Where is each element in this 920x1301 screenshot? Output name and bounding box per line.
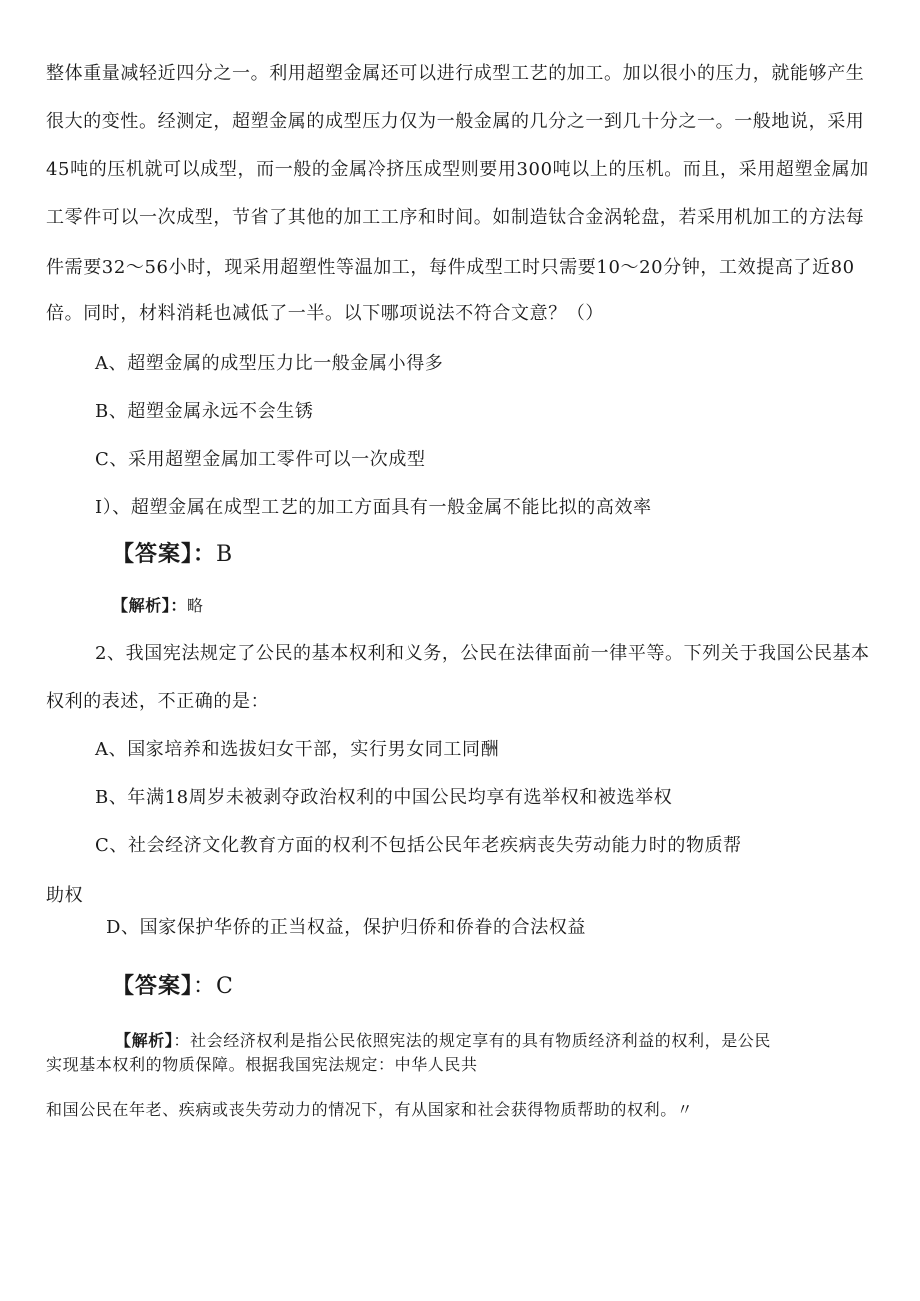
q1-analysis <box>112 594 204 618</box>
q2-option-a: A、国家培养和选拔妇女干部，实行男女同工同酬 <box>95 739 500 760</box>
q2-analysis-line: 和国公民在年老、疾病或丧失劳动力的情况下，有从国家和社会获得物质帮助的权利。〃 <box>46 1100 694 1119</box>
q2-option-c-continued: 助权 <box>46 885 84 906</box>
q2-analysis-line: 实现基本权利的物质保障。根据我国宪法规定：中华人民共 <box>46 1055 478 1074</box>
q2-answer-value: ：C <box>193 974 234 999</box>
q1-stem-line: 很大的变性。经测定，超塑金属的成型压力仅为一般金属的几分之一到几十分之一。一般地说，采用 <box>46 111 865 132</box>
q1-stem-line: 45吨的压机就可以成型，而一般的金属冷挤压成型则要用300吨以上的压机。而且，采用超塑金属加 <box>46 159 869 180</box>
q1-answer <box>112 542 233 567</box>
q1-stem-line: 工零件可以一次成型，节省了其他的加工工序和时间。如制造钛合金涡轮盘，若采用机加工的方法每 <box>46 207 865 228</box>
q1-option-b: B、超塑金属永远不会生锈 <box>95 401 314 422</box>
q1-stem-line: 倍。同时，材料消耗也减低了一半。以下哪项说法不符合文意？（） <box>46 303 604 324</box>
q2-stem-line: 2、我国宪法规定了公民的基本权利和义务，公民在法律面前一律平等。下列关于我国公民基本 <box>95 643 870 664</box>
q2-analysis-label: 【解析】 <box>115 1031 174 1050</box>
q1-answer-value: B <box>216 542 234 567</box>
q1-stem-line: 整体重量减轻近四分之一。利用超塑金属还可以进行成型工艺的加工。加以很小的压力，就能够产生 <box>46 63 865 84</box>
q1-stem-line: 件需要32〜56小时，现采用超塑性等温加工，每件成型工时只需要10〜20分钟，工效提高了近80 <box>46 257 855 278</box>
q1-answer-label: 【答案】： <box>112 541 217 567</box>
q1-option-c: C、采用超塑金属加工零件可以一次成型 <box>95 449 426 470</box>
q2-option-c: C、社会经济文化教育方面的权利不包括公民年老疾病丧失劳动能力时的物质帮 <box>95 835 742 856</box>
q2-answer <box>112 974 234 999</box>
q2-analysis-line <box>115 1029 771 1053</box>
q2-answer-label: 【答案】 <box>112 973 194 999</box>
q2-option-d: D、国家保护华侨的正当权益，保护归侨和侨眷的合法权益 <box>106 917 587 938</box>
q1-analysis-text: 略 <box>187 596 204 615</box>
q2-analysis-text: ：社会经济权利是指公民依照宪法的规定享有的具有物质经济利益的权利，是公民 <box>173 1031 772 1050</box>
q1-option-a: A、超塑金属的成型压力比一般金属小得多 <box>95 353 444 374</box>
q2-option-b: B、年满18周岁未被剥夺政治权利的中国公民均享有选举权和被选举权 <box>95 787 673 808</box>
q2-stem-line: 权利的表述，不正确的是： <box>46 691 270 712</box>
q1-analysis-label: 【解析】： <box>112 596 188 615</box>
q1-option-d: I）、超塑金属在成型工艺的加工方面具有一般金属不能比拟的高效率 <box>95 497 652 518</box>
